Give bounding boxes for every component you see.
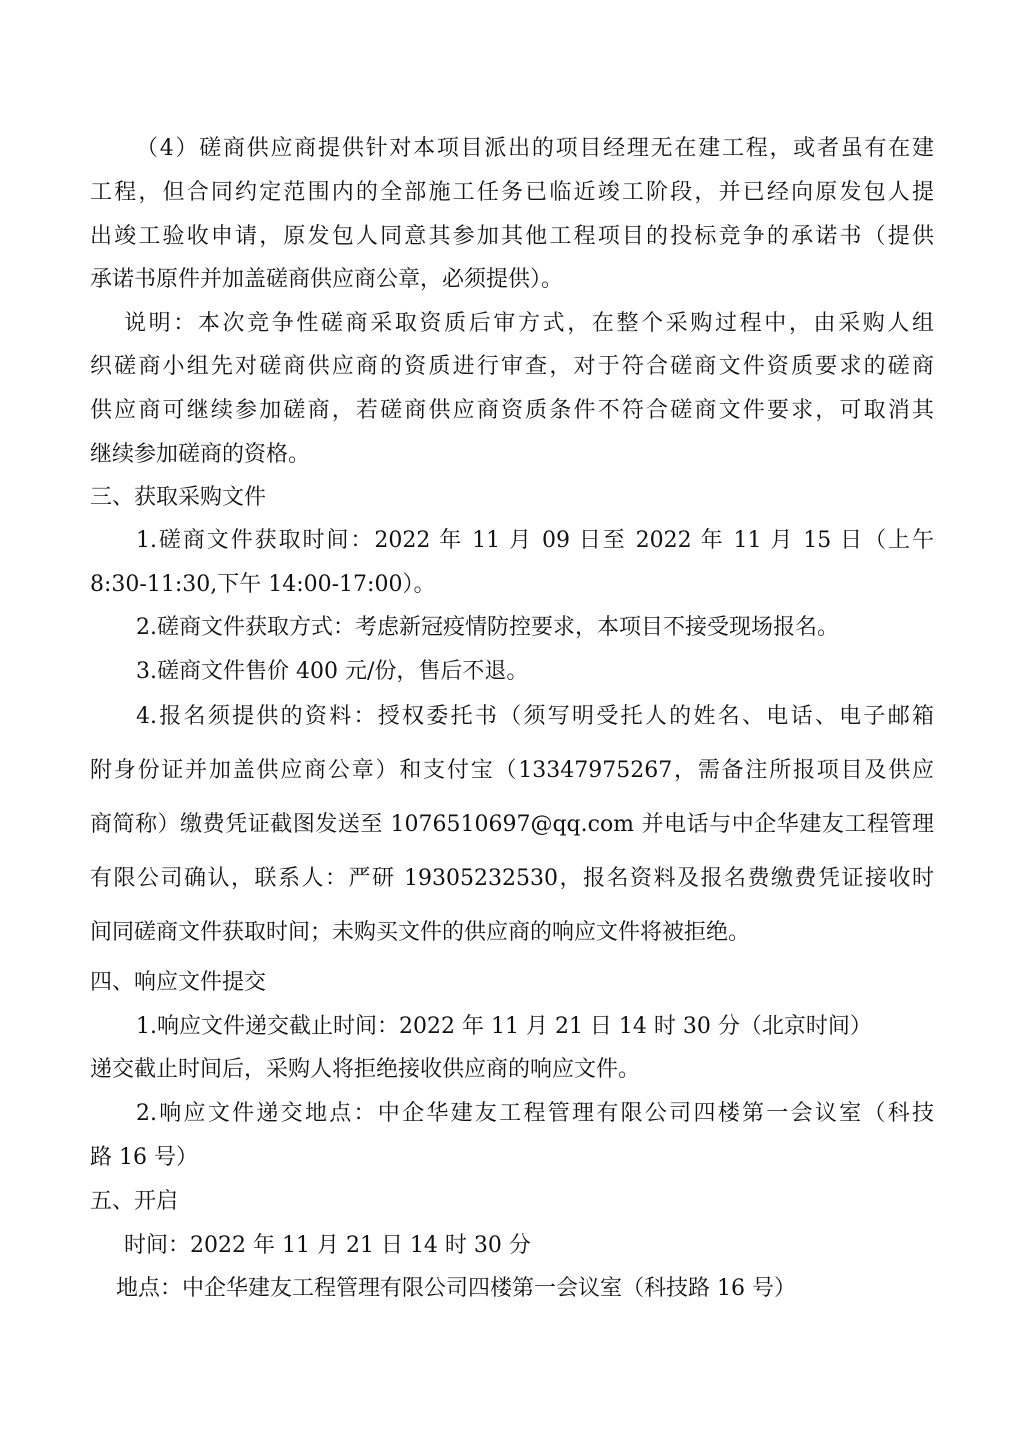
paragraph-line: 商简称）缴费凭证截图发送至 1076510697@qq.com 并电话与中企华建友工程管理 [90,812,934,837]
paragraph-line: 间同磋商文件获取时间；未购买文件的供应商的响应文件将被拒绝。 [90,920,751,945]
paragraph-line: 承诺书原件并加盖磋商供应商公章，必须提供）。 [90,267,564,292]
paragraph-line: 1.磋商文件获取时间：2022 年 11 月 09 日至 2022 年 11 月 15 日（上午 [136,528,934,553]
paragraph-line: 织磋商小组先对磋商供应商的资质进行审查，对于符合磋商文件资质要求的磋商 [90,354,934,379]
paragraph-line: 8:30-11:30,下午 14:00-17:00）。 [90,572,436,597]
paragraph-line: 出竣工验收申请，原发包人同意其参加其他工程项目的投标竞争的承诺书（提供 [90,224,934,249]
paragraph-line: 2.响应文件递交地点：中企华建友工程管理有限公司四楼第一会议室（科技 [136,1101,934,1126]
paragraph-line: 供应商可继续参加磋商，若磋商供应商资质条件不符合磋商文件要求，可取消其 [90,398,934,423]
paragraph-line: （4）磋商供应商提供针对本项目派出的项目经理无在建工程，或者虽有在建 [136,136,934,161]
paragraph-line: 递交截止时间后，采购人将拒绝接收供应商的响应文件。 [90,1057,641,1082]
paragraph-line: 时间：2022 年 11 月 21 日 14 时 30 分 [124,1233,531,1258]
paragraph-line: 有限公司确认，联系人：严研 19305232530，报名资料及报名费缴费凭证接收时 [90,866,934,891]
paragraph-line: 工程，但合同约定范围内的全部施工任务已临近竣工阶段，并已经向原发包人提 [90,180,934,205]
section-heading: 五、开启 [90,1189,179,1214]
paragraph-line: 3.磋商文件售价 400 元/份，售后不退。 [136,659,529,684]
section-heading: 三、获取采购文件 [90,485,267,510]
paragraph-line: 1.响应文件递交截止时间：2022 年 11 月 21 日 14 时 30 分（北京时间） [136,1014,872,1039]
paragraph-line: 4.报名须提供的资料：授权委托书（须写明受托人的姓名、电话、电子邮箱 [136,704,934,729]
paragraph-line: 说明：本次竞争性磋商采取资质后审方式，在整个采购过程中，由采购人组 [124,311,934,336]
section-heading: 四、响应文件提交 [90,970,267,995]
paragraph-line: 附身份证并加盖供应商公章）和支付宝（13347975267，需备注所报项目及供应 [90,758,934,783]
paragraph-line: 2.磋商文件获取方式：考虑新冠疫情防控要求，本项目不接受现场报名。 [136,615,839,640]
paragraph-line: 继续参加磋商的资格。 [90,442,311,467]
paragraph-line: 地点：中企华建友工程管理有限公司四楼第一会议室（科技路 16 号） [116,1276,796,1301]
paragraph-line: 路 16 号） [90,1145,198,1170]
